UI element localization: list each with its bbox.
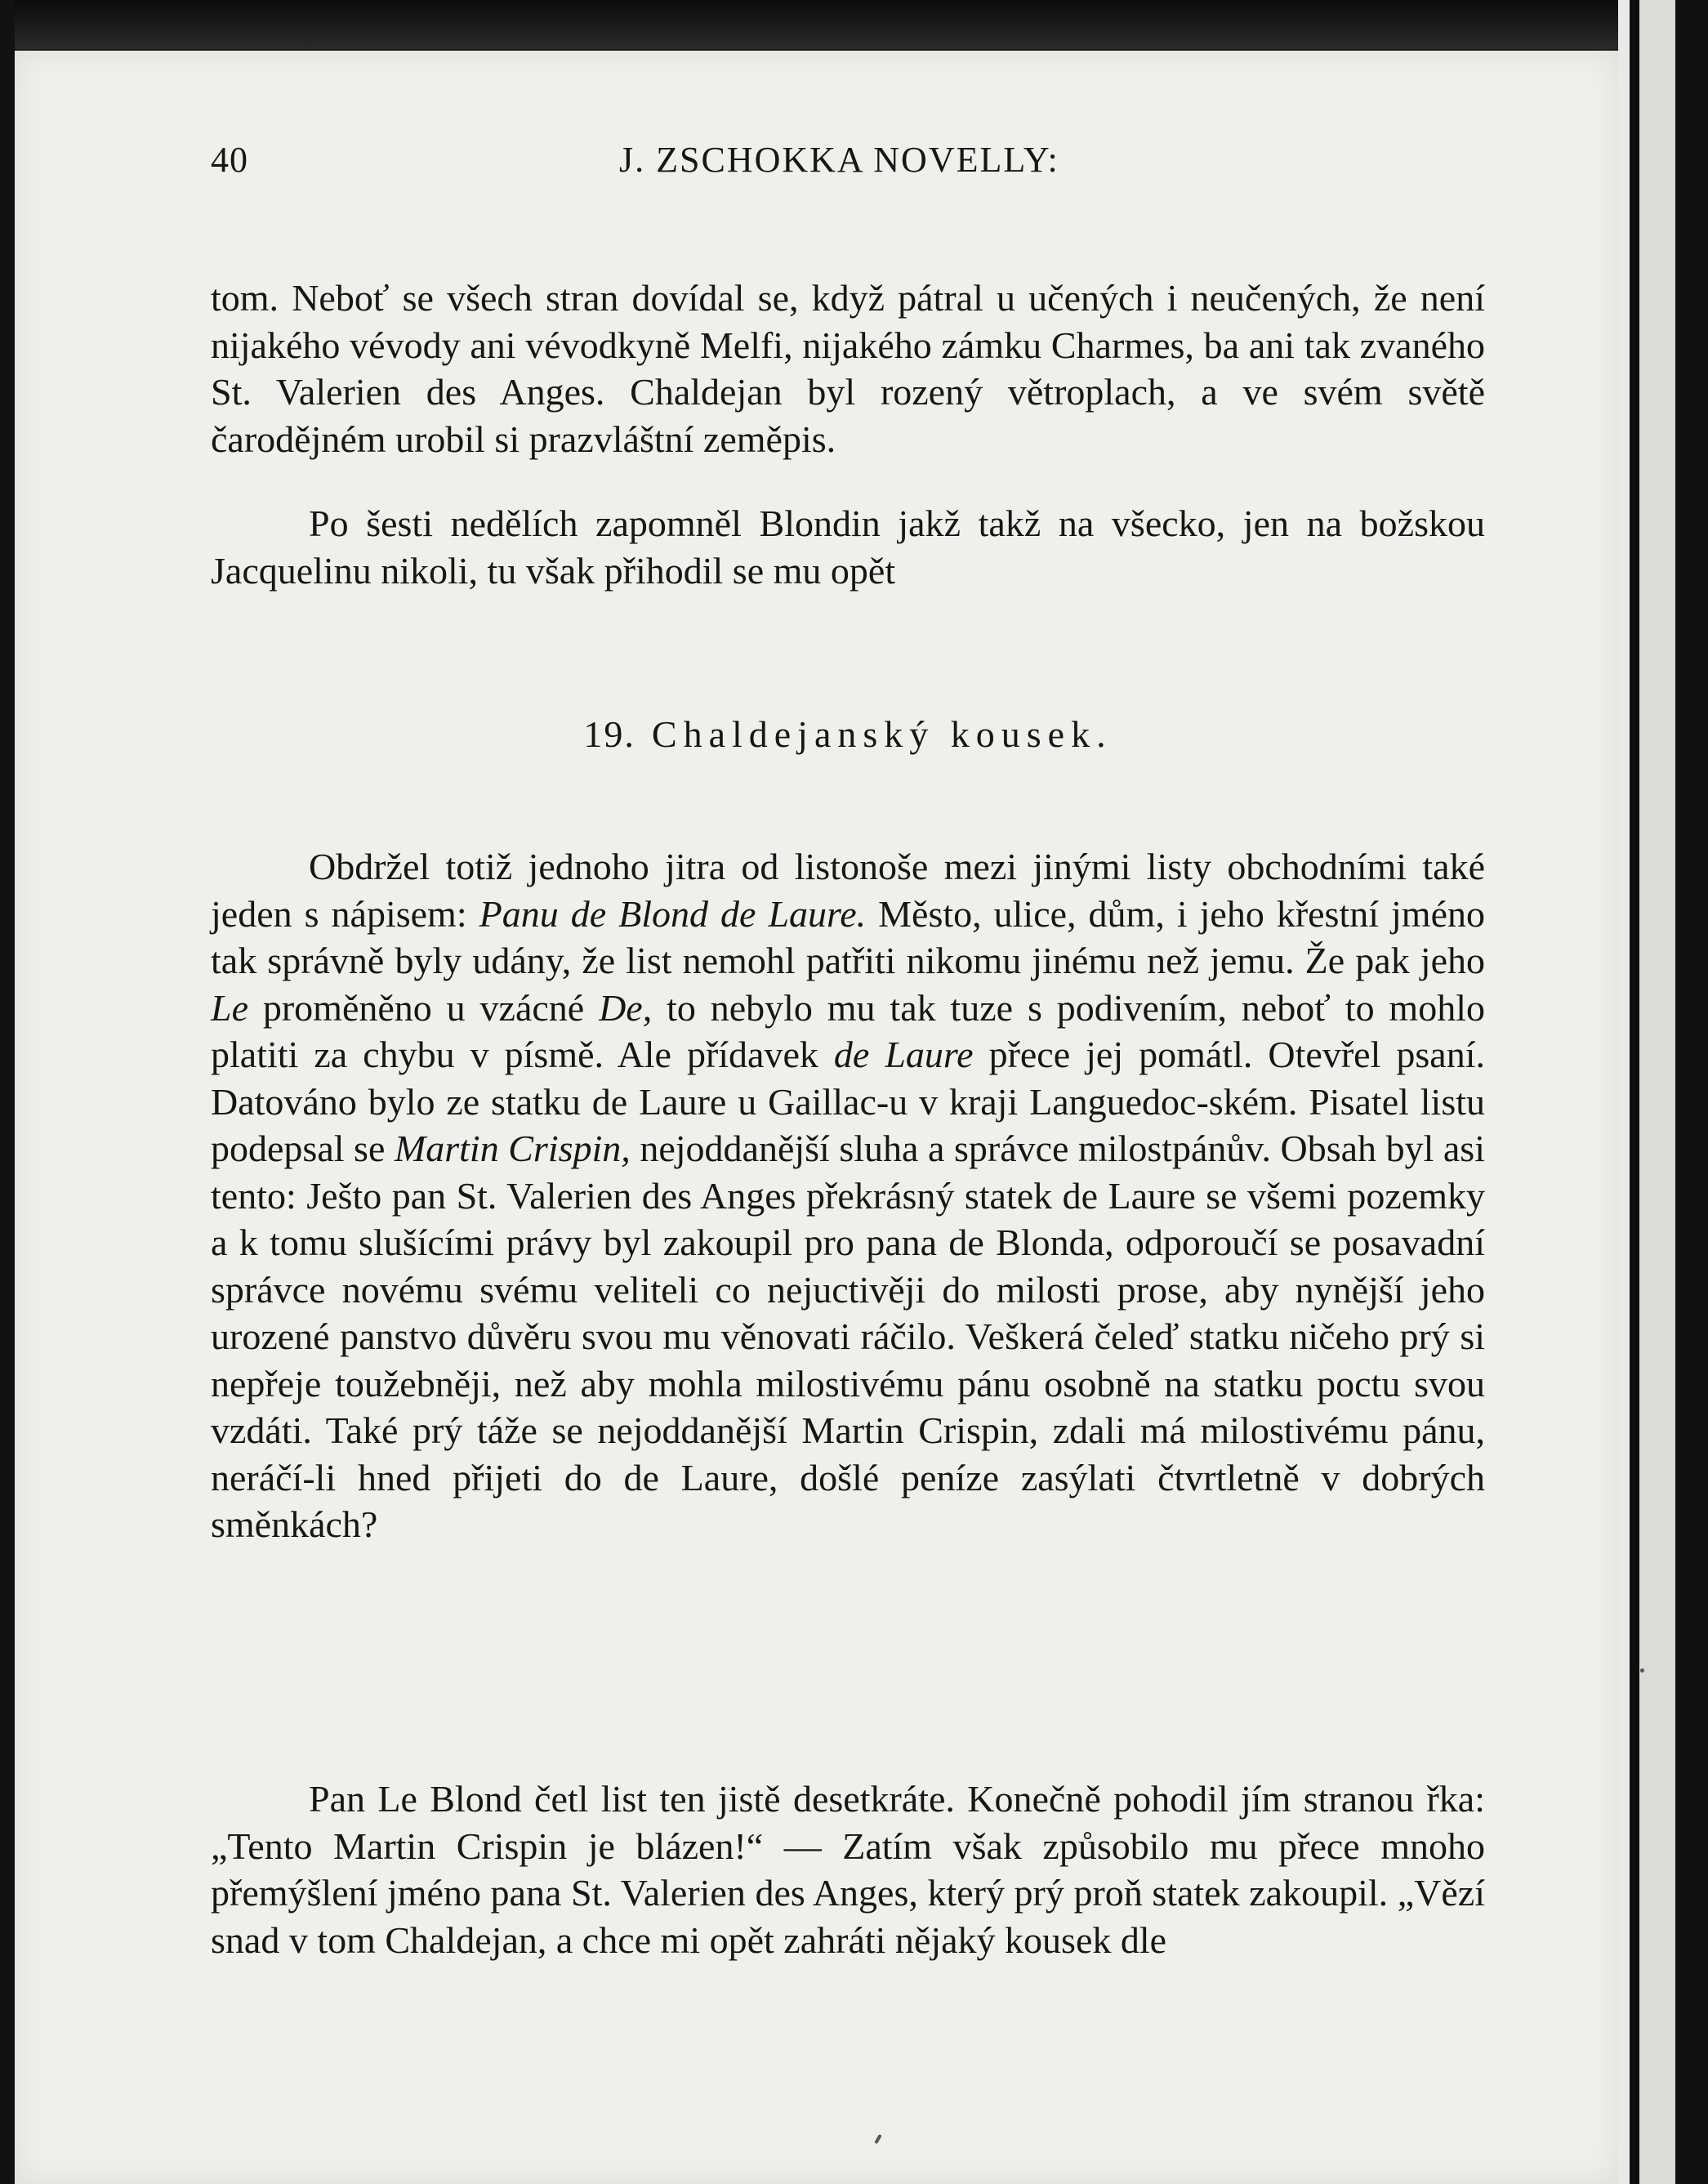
scan-border-left: [0, 0, 15, 2184]
section-heading: [211, 712, 1485, 756]
scan-border-right: [1618, 0, 1708, 2184]
italic-de-laure: de Laure: [833, 1034, 974, 1075]
italic-address: Panu de Blond de Laure.: [479, 892, 867, 935]
paragraph-continuation: [211, 237, 1485, 632]
paragraph-text: Pan Le Blond četl list ten jistě desetkráte. Konečně pohodil jím stranou řka: „Tento Martin Crispin je blázen!“ — Zatím však způsobilo mu přece mnoho přemýšlení jméno pana St. Valerien des Anges, který prý proň statek zakoupil. „Vězí snad v tom Chaldejan, a chce mi opět zahráti nějaký kousek dle: [211, 1778, 1485, 1961]
paragraph-text-2: Po šesti nedělích zapomněl Blondin jakž takž na všecko, jen na božskou Jacquelinu nikoli, tu však přihodil se mu opět: [211, 502, 1485, 592]
paragraph-text: [211, 843, 1485, 1548]
italic-de: De,: [599, 986, 653, 1029]
text-run: nejoddanější sluha a správce milostpánův. Obsah byl asi tento: Ješto pan St. Valerien des Anges překrásný statek de Laure se všemi pozemky a k tomu slušícími právy byl zakoupil pro pana de Blonda, odporoučí se posavadní správce novému svému veliteli co nejuctivěji do milosti prose, aby nynější jeho urozené panstvo důvěru svou mu věnovati ráčilo. Veškerá čeleď statku ničeho prý si nepřeje toužebněji, než aby mohla milostivému pánu osobně na statku poctu svou vzdáti. Také prý táže se nejoddanější Martin Crispin, zdali má milostivému pánu, neráčí-li hned přijeti do de Laure, došlé peníze zasýlati čtvrtletně v dobrých směnkách?: [211, 1128, 1485, 1545]
text-run: proměněno u vzácné: [248, 986, 600, 1029]
scan-border-top: [0, 0, 1708, 49]
section-number: 19.: [583, 713, 635, 755]
scan-speck: [1640, 1668, 1644, 1673]
paragraph-text: tom. Neboť se všech stran dovídal se, když pátral u učených i neučených, že není nijakého vévody ani vévodkyně Melfi, nijakého zámku Charmes, ba ani tak zvaného St. Valerien des Anges. Chaldejan byl rozený větroplach, a ve svém světě čarodějném urobil si prazvláštní zeměpis.: [211, 277, 1485, 460]
italic-le: Le: [211, 986, 248, 1029]
scan-speck: [874, 2134, 881, 2144]
page-header: [211, 139, 1485, 188]
text-run: Město, ulice, dům, i jeho křestní jméno tak správně byly udány, že list nemohl patřiti nikomu jinému než jemu. Že pak jeho: [211, 892, 1485, 981]
text-run: to nebylo mu tak tuze s podivením, neboť to mohlo platiti za chybu v písmě. Ale přídavek: [211, 986, 1485, 1075]
book-page: [15, 51, 1618, 2184]
body-paragraph-2: [211, 1738, 1485, 2001]
body-paragraph-1: [211, 806, 1485, 1586]
text-run: přece jej pomátl. Otevřel psaní. Datováno bylo ze statku de Laure u Gaillac-u v kraji Languedoc-ském. Pisatel listu podepsal se: [211, 1034, 1485, 1169]
italic-martin-crispin: Martin Crispin,: [394, 1128, 631, 1169]
running-title: J. ZSCHOKKA NOVELLY:: [619, 140, 1059, 180]
section-title: Chaldejanský kousek.: [651, 713, 1113, 755]
text-run: Obdržel totiž jednoho jitra od listonoše mezi jinými listy obchodními také jeden s nápisem:: [211, 846, 1485, 935]
page-number: 40: [211, 140, 248, 180]
